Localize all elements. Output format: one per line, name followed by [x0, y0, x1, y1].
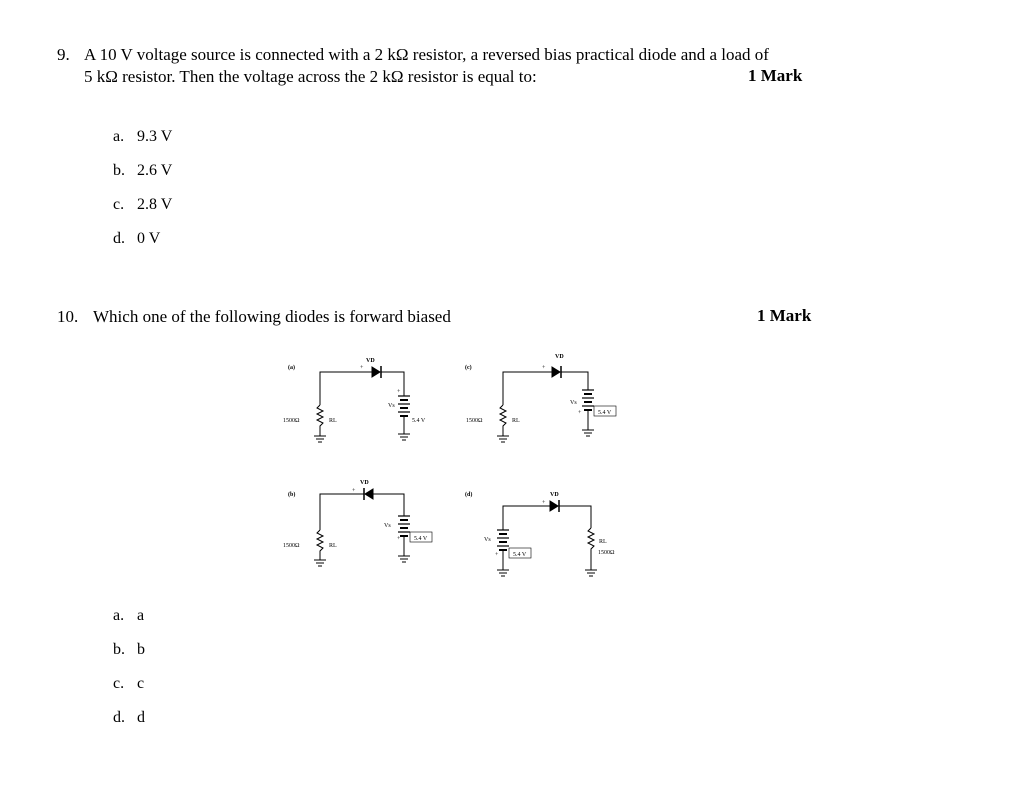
q9-option-b[interactable]	[113, 162, 172, 180]
circuit-a-resistor: 1500Ω	[283, 418, 300, 424]
q10-option-b[interactable]	[113, 641, 145, 659]
q9-option-b-text: 2.6 V	[137, 162, 173, 179]
q10-option-a-text: a	[137, 607, 145, 624]
circuit-d-resistor: 1500Ω	[598, 550, 615, 556]
question-9-number: 9.	[57, 45, 70, 64]
circuit-d-rl: RL	[599, 539, 607, 545]
question-9-mark: 1 Mark	[748, 66, 803, 85]
q10-option-d-letter: d.	[113, 709, 125, 726]
q10-option-d[interactable]	[113, 709, 145, 727]
q9-option-a-letter: a.	[113, 128, 125, 145]
circuit-c-source: 5.4 V	[598, 410, 612, 416]
circuit-d-source: 5.4 V	[513, 552, 527, 558]
q9-option-c-letter: c.	[113, 196, 125, 213]
circuit-b-vd: VD	[360, 480, 369, 486]
q9-option-c-text: 2.8 V	[137, 196, 173, 213]
circuit-b-batt-plus: +	[397, 536, 401, 542]
q10-option-c-letter: c.	[113, 675, 125, 692]
circuit-b-plus: +	[352, 488, 356, 494]
circuit-d-vd: VD	[550, 492, 559, 498]
q9-option-b-letter: b.	[113, 162, 125, 179]
q10-option-b-text: b	[137, 641, 145, 658]
circuit-d-label: (d)	[465, 492, 473, 498]
circuit-a-rl: RL	[329, 418, 337, 424]
circuit-b-vs: Vs	[384, 523, 391, 529]
circuit-a	[314, 366, 410, 442]
circuit-c-resistor: 1500Ω	[466, 418, 483, 424]
q9-option-a-text: 9.3 V	[137, 128, 173, 145]
circuit-a-plus: +	[360, 365, 364, 371]
q10-option-c-text: c	[137, 675, 145, 692]
circuit-a-vd: VD	[366, 358, 375, 364]
circuit-b	[314, 488, 432, 566]
circuit-a-label: (a)	[288, 365, 295, 371]
q10-option-a[interactable]	[113, 607, 144, 625]
question-10-text: Which one of the following diodes is forward biased	[93, 307, 451, 326]
q10-option-a-letter: a.	[113, 607, 125, 624]
q10-option-c[interactable]	[113, 675, 144, 693]
circuit-d	[497, 500, 597, 576]
circuit-b-source: 5.4 V	[414, 536, 428, 542]
circuit-b-resistor: 1500Ω	[283, 543, 300, 549]
circuit-a-batt-plus: +	[397, 389, 401, 395]
q10-option-b-letter: b.	[113, 641, 125, 658]
question-9-text-line1: A 10 V voltage source is connected with a 2 kΩ resistor, a reversed bias practical diode and a load of	[84, 45, 769, 64]
q9-option-c[interactable]	[113, 196, 172, 214]
q9-option-d-letter: d.	[113, 230, 125, 247]
circuit-c-rl: RL	[512, 418, 520, 424]
circuit-d-vs: Vs	[484, 537, 491, 543]
circuit-b-rl: RL	[329, 543, 337, 549]
circuit-d-batt-plus: +	[495, 552, 499, 558]
question-10-mark: 1 Mark	[757, 306, 812, 325]
circuit-c-label: (c)	[465, 365, 472, 371]
q9-option-d[interactable]	[113, 230, 160, 248]
question-9-text-line2: 5 kΩ resistor. Then the voltage across the 2 kΩ resistor is equal to:	[84, 67, 537, 86]
circuit-c	[497, 366, 616, 442]
circuit-c-vs: Vs	[570, 400, 577, 406]
circuit-c-plus: +	[542, 365, 546, 371]
circuit-a-vs: Vs	[388, 403, 395, 409]
circuit-c-vd: VD	[555, 354, 564, 360]
q10-option-d-text: d	[137, 709, 145, 726]
circuit-d-plus: +	[542, 500, 546, 506]
q9-option-d-text: 0 V	[137, 230, 161, 247]
circuit-c-batt-plus: +	[578, 410, 582, 416]
q9-option-a[interactable]	[113, 128, 172, 146]
circuit-a-source: 5.4 V	[412, 418, 426, 424]
circuit-b-label: (b)	[288, 492, 296, 498]
question-10-number: 10.	[57, 307, 79, 326]
